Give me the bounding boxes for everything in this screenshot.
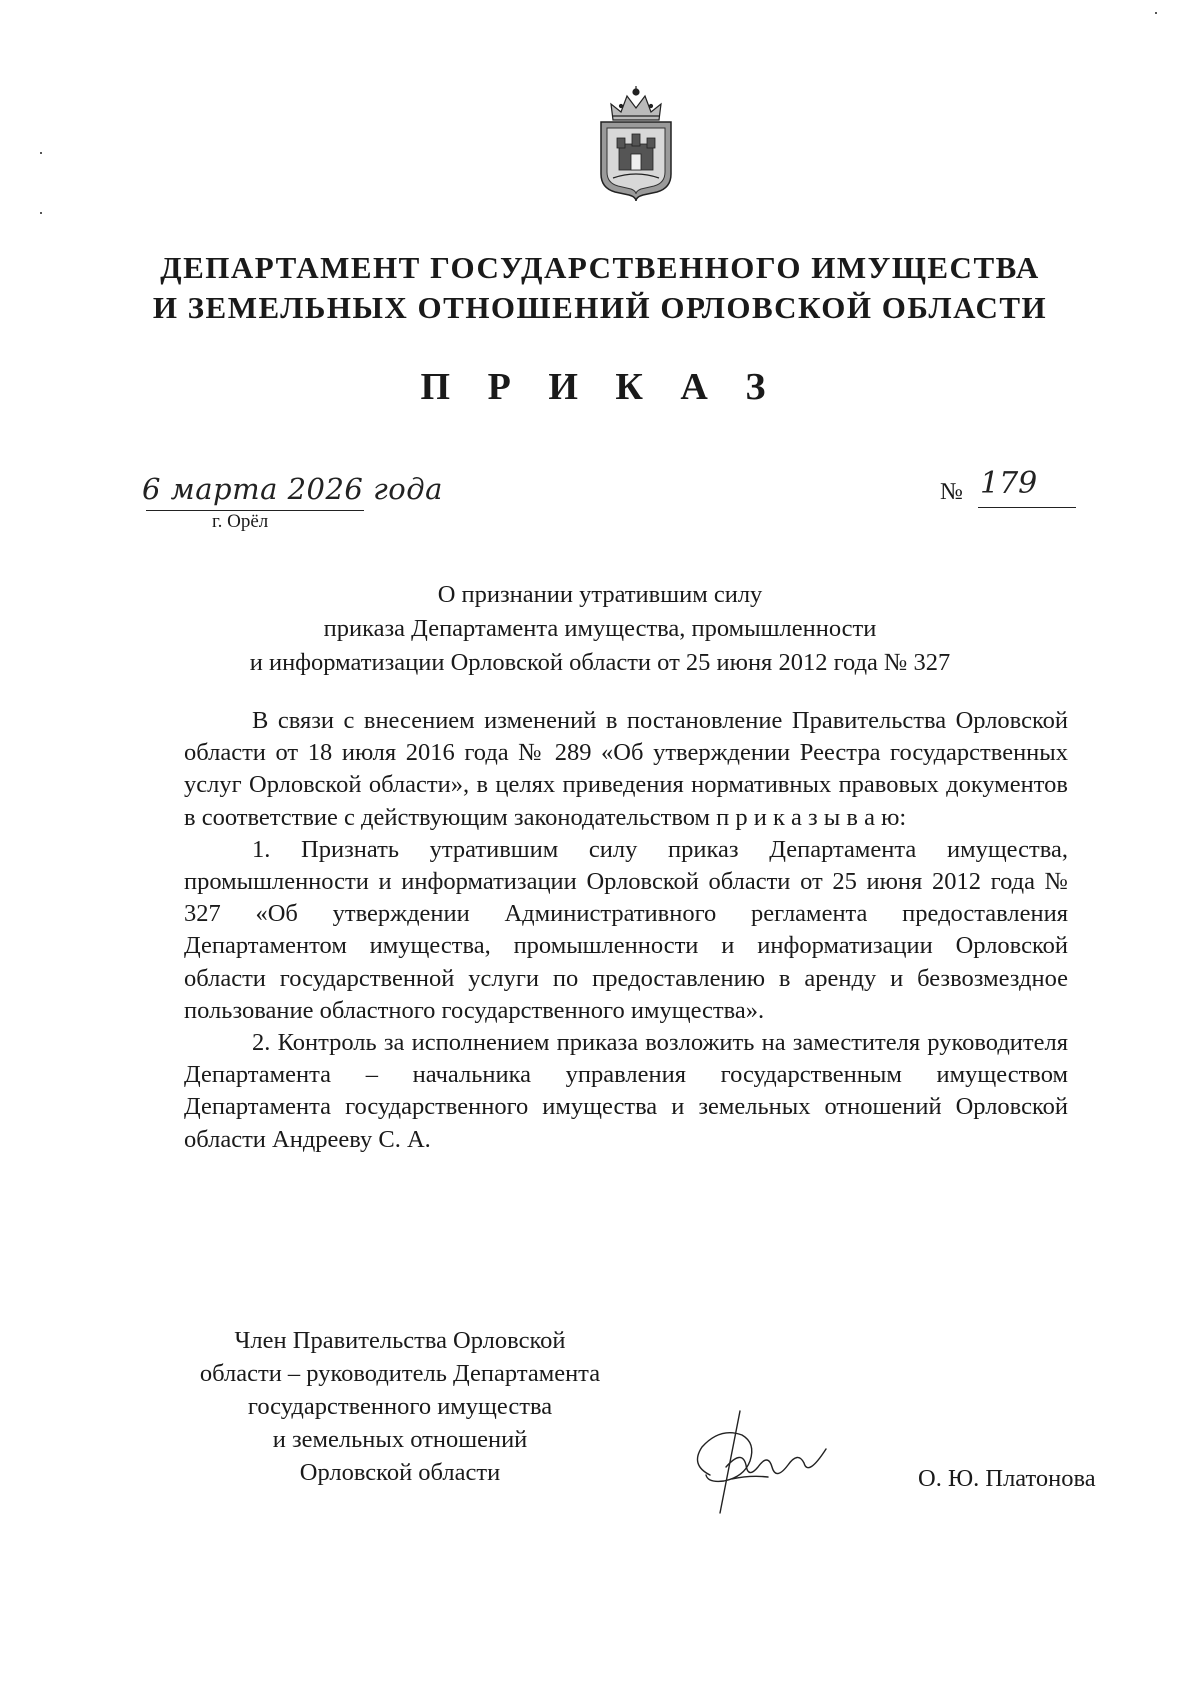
department-title-line1: ДЕПАРТАМЕНТ ГОСУДАРСТВЕННОГО ИМУЩЕСТВА <box>160 250 1040 285</box>
handwritten-signature-icon <box>680 1405 830 1515</box>
signer-name: О. Ю. Платонова <box>918 1465 1096 1492</box>
scan-speck <box>40 152 42 154</box>
order-number-label: № <box>940 479 963 505</box>
subject-line2: приказа Департамента имущества, промышленности <box>323 615 877 642</box>
order-item-1: 1. Признать утратившим силу приказ Департамента имущества, промышленности и информатизации Орловской области от 25 июня 2012 года № 327 «Об утверждении Административного регламента предоставления Департаментом имущества, промышленности и информатизации Орловской области государственной услуги по предоставлению в аренду и безвозмездное пользование областного государственного имущества». <box>184 835 1068 1024</box>
number-underline <box>978 507 1076 508</box>
city-label: г. Орёл <box>212 511 269 532</box>
preamble-paragraph: В связи с внесением изменений в постановление Правительства Орловской области от 18 июля 2016 года № 289 «Об утверждении Реестра государственных услуг Орловской области», в целях приведения нормативных правовых документов в соответствие с действующим законодательством п р и к а з ы в а ю: <box>184 707 1068 831</box>
order-item-2: 2. Контроль за исполнением приказа возложить на заместителя руководителя Департамента – начальника управления государственным имуществом Департамента государственного имущества и земельных отношений Орловской области Андрееву С. А. <box>184 1029 1068 1153</box>
document-type-title: П Р И К А З <box>420 366 780 408</box>
scan-speck <box>40 212 42 214</box>
handwritten-date: 6 марта 2026 года <box>142 472 443 506</box>
coat-of-arms-icon <box>597 82 675 202</box>
order-subject <box>200 578 1000 680</box>
signatory-position-line5: Орловской области <box>299 1459 501 1486</box>
signatory-position-line1: Член Правительства Орловской <box>234 1327 566 1354</box>
subject-line1: О признании утратившим силу <box>437 581 763 608</box>
signatory-position-line3: государственного имущества <box>247 1393 553 1420</box>
department-title <box>100 248 1100 328</box>
subject-line3: и информатизации Орловской области от 25 июня 2012 года № 327 <box>249 649 951 676</box>
order-body <box>184 705 1068 1156</box>
signatory-position <box>150 1324 650 1489</box>
signatory-position-line4: и земельных отношений <box>272 1426 528 1453</box>
scan-speck <box>1155 12 1157 14</box>
handwritten-order-number: 179 <box>980 466 1038 501</box>
signatory-position-line2: области – руководитель Департамента <box>199 1360 601 1387</box>
department-title-line2: И ЗЕМЕЛЬНЫХ ОТНОШЕНИЙ ОРЛОВСКОЙ ОБЛАСТИ <box>152 290 1048 325</box>
